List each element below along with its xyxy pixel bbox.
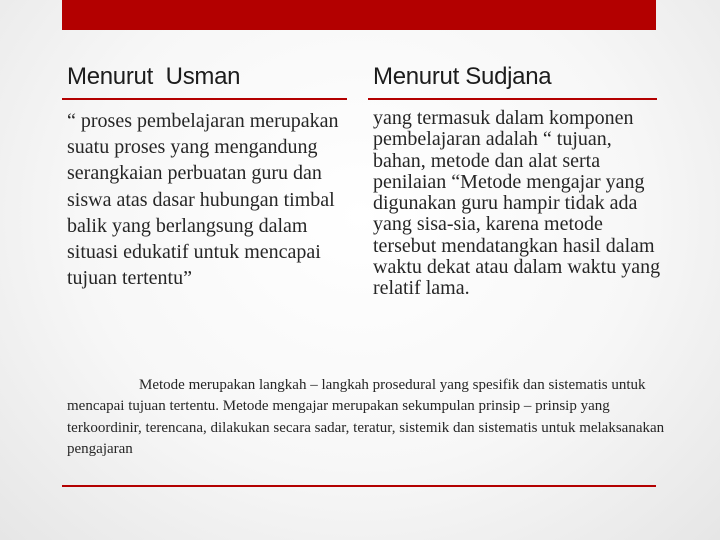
bottom-divider — [62, 485, 656, 487]
right-column-title: Menurut Sudjana — [373, 63, 552, 90]
left-column-title: Menurut Usman — [67, 63, 241, 90]
right-title-divider — [368, 98, 657, 100]
left-title-divider — [62, 98, 347, 100]
summary-paragraph: Metode merupakan langkah – langkah prosedural yang spesifik dan sistematis untuk mencapai tujuan tertentu. Metode mengajar merupakan sekumpulan prinsip – prinsip yang terkoordinir, terencana, dilakukan secara sadar, teratur, sistemik dan sistematis untuk melaksanakan pengajaran — [67, 377, 665, 457]
right-column-text: yang termasuk dalam komponen pembelajaran adalah “ tujuan, bahan, metode dan alat serta penilaian “Metode mengajar yang digunakan guru hampir tidak ada yang sisa-sia, karena metode tersebut mendatangkan hasil dalam waktu dekat atau dalam waktu yang relatif lama. — [373, 107, 661, 300]
top-accent-bar — [62, 0, 656, 30]
left-column-text: “ proses pembelajaran merupakan suatu proses yang mengandung serangkaian perbuatan guru dan siswa atas dasar hubungan timbal balik yang berlangsung dalam situasi edukatif untuk mencapai tujuan tertentu” — [67, 110, 339, 290]
